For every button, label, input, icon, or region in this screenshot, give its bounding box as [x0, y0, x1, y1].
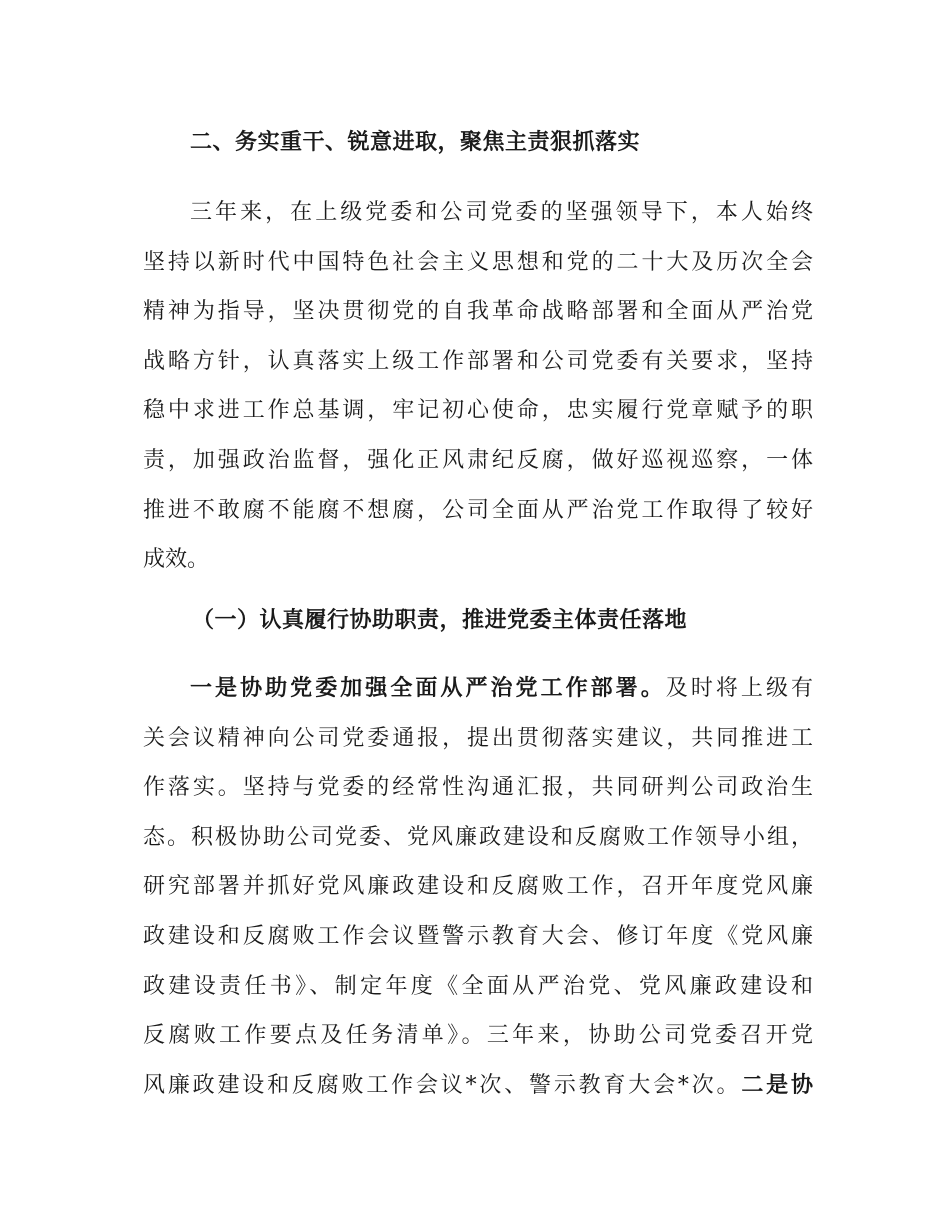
- paragraph-line: 战略方针，认真落实上级工作部署和公司党委有关要求，坚持: [143, 348, 813, 374]
- paragraph-1: [143, 188, 813, 585]
- section-heading: 二、务实重干、锐意进取，聚焦主责狠抓落实: [190, 130, 641, 155]
- bold-lead: 一是协助党委加强全面从严治党工作部署。: [190, 676, 666, 701]
- subsection-heading: （一）认真履行协助职责，推进党委主体责任落地: [192, 608, 688, 633]
- paragraph-line: 作落实。坚持与党委的经常性沟通汇报，共同研判公司政治生: [143, 775, 813, 801]
- paragraph-2: [143, 664, 813, 1110]
- paragraph-line: 态。积极协助公司党委、党风廉政建设和反腐败工作领导小组，: [143, 824, 813, 850]
- paragraph-line: 坚持以新时代中国特色社会主义思想和党的二十大及历次全会: [143, 249, 813, 275]
- paragraph-line: 关会议精神向公司党委通报，提出贯彻落实建议，共同推进工: [143, 725, 813, 751]
- paragraph-line: 稳中求进工作总基调，牢记初心使命，忠实履行党章赋予的职: [143, 398, 813, 424]
- paragraph-line: 研究部署并抓好党风廉政建设和反腐败工作，召开年度党风廉: [143, 874, 813, 900]
- paragraph-line: [143, 1061, 813, 1111]
- paragraph-line: 反腐败工作要点及任务清单》。三年来，协助公司党委召开党: [143, 1023, 813, 1049]
- paragraph-line: 政建设责任书》、制定年度《全面从严治党、党风廉政建设和: [143, 973, 813, 999]
- paragraph-line: 精神为指导，坚决贯彻党的自我革命战略部署和全面从严治党: [143, 299, 813, 325]
- paragraph-line: 三年来，在上级党委和公司党委的坚强领导下，本人始终: [190, 200, 813, 225]
- line-text: 及时将上级有: [665, 676, 813, 701]
- paragraph-line: 推进不敢腐不能腐不想腐，公司全面从严治党工作取得了较好: [143, 497, 813, 523]
- paragraph-line: 政建设和反腐败工作会议暨警示教育大会、修订年度《党风廉: [143, 923, 813, 949]
- paragraph-line: 成效。: [143, 547, 210, 573]
- bold-lead: 二是协: [741, 1072, 813, 1098]
- line-text: 风廉政建设和反腐败工作会议*次、警示教育大会*次。: [143, 1072, 742, 1098]
- paragraph-line: 责，加强政治监督，强化正风肃纪反腐，做好巡视巡察，一体: [143, 447, 813, 473]
- paragraph-line: [143, 664, 813, 714]
